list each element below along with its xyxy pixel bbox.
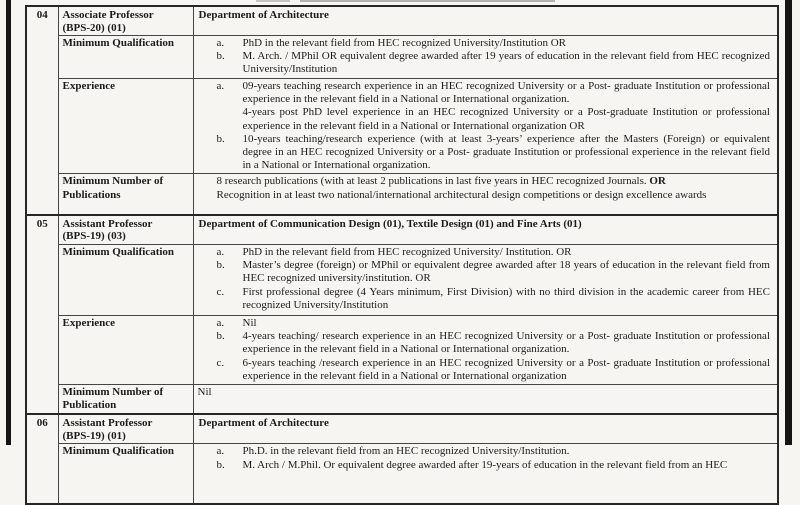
list-item	[197, 459, 775, 472]
list-text: 10-years teaching/research experience (with at least 3-years’ experience after the Masters (Foreign) or equivalent degree in an HEC recognized University or a Post- graduate Institution or professional experience in the relevant field in a National or International organization.	[242, 132, 770, 172]
job-05-experience-row	[26, 315, 778, 384]
list-text: Nil	[242, 316, 257, 329]
list-marker: b.	[216, 458, 225, 471]
list-text: Ph.D. in the relevant field from an HEC recognized University/Institution.	[242, 445, 570, 458]
list-text: 4-years post PhD level experience in an HEC recognized University or a Post-graduate Institution or professional experience in the relevant field in a National or International organization OR	[242, 106, 770, 132]
list-marker: a.	[216, 245, 225, 258]
qualification-label: Minimum Qualification	[58, 244, 193, 315]
left-margin-rule	[6, 0, 11, 445]
position-grade: (BPS-19) (01)	[62, 429, 126, 442]
list-marker: c.	[216, 356, 225, 369]
publications-line1: 8 research publications (with at least 2 publications in last five years in HEC recognized Journals.	[216, 175, 650, 188]
position-grade: (BPS-20) (01)	[62, 21, 126, 34]
publications-line2: Recognition in at least two national/international architectural design competitions or design excellence awards	[216, 188, 707, 201]
list-text: First professional degree (4 Years minimum, First Division) with no third division in the academic career from HEC recognized University/Institution	[242, 285, 770, 311]
experience-items	[193, 79, 778, 174]
list-item	[197, 445, 775, 458]
job-05-publications-row	[26, 384, 778, 414]
qualification-label: Minimum Qualification	[58, 36, 193, 79]
list-marker	[217, 106, 243, 132]
publications-text	[193, 174, 778, 215]
job-04-experience-row	[26, 79, 778, 174]
job-05-qualification-row	[26, 244, 778, 315]
job-05-header-row	[26, 215, 778, 245]
list-marker: b.	[216, 259, 225, 272]
position-title-line1: Assistant Professor	[62, 417, 153, 430]
job-04-publications-row	[26, 174, 778, 215]
list-text: M. Arch. / MPhil OR equivalent degree awarded after 19 years of education in the relevant field from HEC recognized University/Institution	[242, 50, 770, 76]
list-item	[197, 246, 775, 259]
position-grade: (BPS-19) (03)	[62, 230, 126, 243]
list-marker: b.	[216, 330, 225, 343]
department-name: Department of Architecture	[193, 6, 778, 36]
list-marker: b.	[216, 50, 225, 63]
sr-number: 04	[26, 6, 58, 215]
list-text: 4-years teaching/ research experience in an HEC recognized University or a Post- graduate Institution or professional experience in the relevant field in a National or International organization.	[242, 330, 770, 356]
list-item	[197, 50, 775, 76]
publications-or: OR	[649, 175, 666, 188]
list-marker: a.	[216, 37, 225, 49]
list-item	[197, 317, 775, 330]
job-06-qualification-row	[26, 444, 778, 504]
job-advert-table-region	[25, 5, 777, 505]
list-item	[197, 37, 775, 50]
clipped-previous-row-fragment	[300, 0, 555, 2]
department-name: Department of Architecture	[193, 414, 778, 444]
experience-label: Experience	[58, 79, 193, 174]
list-text: Master’s degree (foreign) or MPhil or equivalent degree awarded after 18 years of education in the relevant field from HEC recognized university/institution. OR	[242, 259, 770, 285]
qualification-items	[193, 444, 778, 504]
list-item	[197, 259, 775, 285]
right-margin-rule	[785, 0, 792, 445]
list-item	[197, 286, 775, 312]
jobs-table	[25, 5, 779, 505]
list-marker: b.	[216, 132, 225, 145]
list-text: 09-years teaching research experience in an HEC recognized University or a Post- graduate Institution or professional experience in the relevant field in a National or International organization.	[242, 80, 770, 106]
list-marker: a.	[216, 316, 225, 329]
clipped-previous-row-fragment	[256, 0, 290, 2]
position-title	[58, 215, 193, 245]
list-item	[197, 133, 775, 173]
position-title-line1: Assistant Professor	[62, 217, 153, 230]
publications-value: Nil	[197, 385, 212, 398]
list-item	[197, 80, 775, 106]
job-04-header-row	[26, 6, 778, 36]
experience-items	[193, 315, 778, 384]
publications-label: Minimum Number of Publication	[58, 384, 193, 414]
qualification-items	[193, 244, 778, 315]
sr-number: 05	[26, 215, 58, 414]
list-item	[197, 357, 775, 383]
position-title	[58, 414, 193, 444]
publications-text	[193, 384, 778, 414]
list-text: PhD in the relevant field from HEC recognized University/Institution OR	[242, 37, 567, 49]
list-marker: c.	[216, 285, 225, 298]
list-item	[197, 330, 775, 356]
department-name: Department of Communication Design (01), Textile Design (01) and Fine Arts (01)	[193, 215, 778, 245]
list-marker: a.	[216, 445, 225, 458]
job-06-header-row	[26, 414, 778, 444]
experience-label: Experience	[58, 315, 193, 384]
sr-number: 06	[26, 414, 58, 504]
publications-label: Minimum Number of Publications	[58, 174, 193, 215]
job-04-qualification-row	[26, 36, 778, 79]
qualification-label: Minimum Qualification	[58, 444, 193, 504]
list-text: PhD in the relevant field from HEC recognized University/ Institution. OR	[242, 245, 572, 258]
list-marker: a.	[216, 80, 225, 92]
position-title-line1: Associate Professor	[62, 9, 154, 21]
list-text: 6-years teaching /research experience in an HEC recognized University or a Post- graduate Institution or professional experience in the relevant field in a National or International organization	[242, 356, 770, 382]
list-item	[197, 106, 775, 132]
qualification-items	[193, 36, 778, 79]
position-title	[58, 6, 193, 36]
list-text: M. Arch / M.Phil. Or equivalent degree awarded after 19-years of education in the relevant field from an HEC	[242, 458, 728, 471]
